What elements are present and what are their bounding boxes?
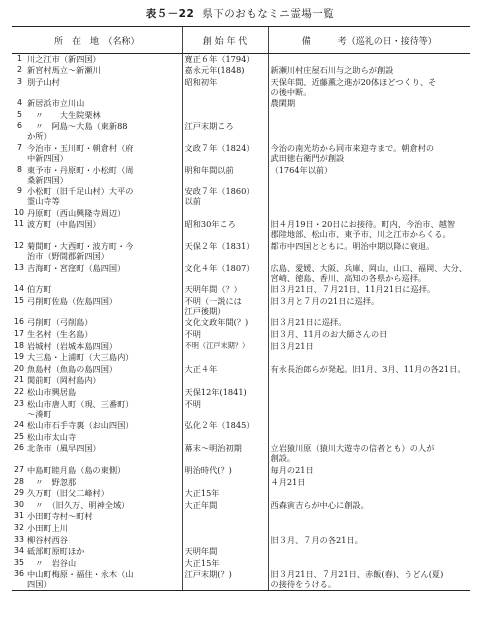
location-cell (25, 558, 182, 570)
location-cell (25, 399, 182, 421)
year-cell-line: 天明年間（？） (184, 284, 242, 295)
year-cell-line: 文政７年（1824） (184, 143, 255, 154)
table-row (12, 241, 470, 263)
table-row (12, 399, 470, 421)
table-row (12, 364, 470, 376)
year-cell (182, 488, 268, 500)
remarks-cell-line: 郡陸地部、松山市、東予市、川之江市からくる。 (270, 229, 451, 240)
row-number: 33 (14, 534, 24, 544)
year-cell (182, 420, 268, 432)
remarks-cell (268, 420, 470, 432)
location-cell-line: 桑新四国） (27, 174, 68, 185)
row-number: 28 (14, 476, 24, 486)
year-cell (182, 535, 268, 547)
location-cell (25, 98, 182, 110)
location-cell (25, 523, 182, 535)
location-cell (25, 341, 182, 353)
table-row (12, 263, 470, 285)
location-cell-line: 松山市太山寺 (27, 431, 77, 442)
location-cell (25, 54, 182, 66)
year-cell (182, 165, 268, 187)
remarks-cell (268, 399, 470, 421)
location-cell-line: 別子山村 (27, 76, 60, 87)
location-cell-line: 霊山寺等 (27, 196, 60, 207)
row-number: 35 (14, 557, 24, 567)
row-number: 2 (17, 65, 22, 75)
remarks-cell (268, 387, 470, 399)
location-cell (25, 465, 182, 477)
location-cell-line: 北条市（風早四国） (27, 443, 101, 454)
row-number: 22 (14, 386, 24, 396)
year-cell-line: 嘉永元年(1848) (184, 65, 245, 76)
location-cell (25, 165, 182, 187)
location-cell (25, 535, 182, 547)
remarks-cell-line: （1764年以前） (270, 164, 333, 175)
table-row (12, 558, 470, 570)
location-cell-line: 松山市石手寺裏（お山四国） (27, 420, 134, 431)
remarks-cell (268, 143, 470, 165)
year-cell (182, 375, 268, 387)
year-cell-line: 大正15年 (184, 488, 220, 499)
location-cell (25, 110, 182, 122)
remarks-cell (268, 488, 470, 500)
table-row (12, 443, 470, 465)
location-cell-line: 松山市興居島 (27, 386, 77, 397)
location-cell-line: 中山町梅原・福住・永木（山 (27, 569, 134, 580)
row-number: 29 (14, 488, 24, 498)
year-cell (182, 443, 268, 465)
year-cell (182, 121, 268, 143)
year-cell-line: 天明年間 (184, 546, 218, 557)
year-cell (182, 208, 268, 220)
table-row (12, 546, 470, 558)
remarks-cell (268, 263, 470, 285)
year-cell-line: 文化文政年間(？) (184, 317, 249, 328)
row-number: 10 (14, 207, 24, 217)
year-cell-line: 不明（一説には (184, 295, 242, 306)
row-number: 36 (12, 569, 25, 591)
remarks-cell (268, 432, 470, 444)
year-cell (182, 352, 268, 364)
row-number: 13 (14, 262, 24, 272)
location-cell-line: 〃 阿島～大島（東新88 (27, 121, 128, 132)
table-row (12, 500, 470, 512)
year-cell (182, 284, 268, 296)
location-cell-line: 久万町（旧父二峰村） (27, 488, 109, 499)
header-row (12, 27, 470, 54)
table-row (12, 375, 470, 387)
location-cell (25, 443, 182, 465)
remarks-cell (268, 477, 470, 489)
location-cell-line: 弓削町佐島（佐島四国） (27, 295, 118, 306)
year-cell-line: 江戸末期ころ (184, 121, 234, 132)
row-number: 6 (17, 121, 22, 131)
location-cell (25, 352, 182, 364)
remarks-cell-line: 旧３月21日 (270, 340, 314, 351)
table-title (0, 6, 480, 21)
row-number: 8 (17, 164, 22, 174)
location-cell-line: ～湊町 (27, 408, 52, 419)
year-cell (182, 477, 268, 489)
row-number: 20 (14, 363, 24, 373)
remarks-cell (268, 65, 470, 77)
remarks-cell-line: 新瀬川村庄屋石川与之助らが創設 (270, 65, 394, 76)
location-cell (25, 387, 182, 399)
table-row (12, 523, 470, 535)
location-cell-line: 菊間町・大西町・波方町・今 (27, 241, 134, 252)
row-number: 12 (14, 241, 24, 251)
location-cell-line: 弓削町（弓削島） (27, 317, 93, 328)
table-row (12, 65, 470, 77)
location-cell (25, 329, 182, 341)
location-cell (25, 263, 182, 285)
location-cell (25, 488, 182, 500)
header-location: 所 在 地 （名称） (12, 27, 182, 54)
remarks-cell (268, 443, 470, 465)
table-row (12, 569, 470, 591)
remarks-cell-line: ４月21日 (270, 476, 306, 487)
location-cell (25, 546, 182, 558)
row-number: 25 (14, 431, 24, 441)
year-cell-line: 天保12年(1841) (184, 386, 247, 397)
remarks-cell (268, 465, 470, 477)
location-cell-line: 生名村（生名島） (27, 329, 93, 339)
remarks-cell-line: 西森寅吉らが中心に創設。 (270, 499, 369, 510)
remarks-cell (268, 219, 470, 241)
remarks-cell (268, 165, 470, 187)
table-row (12, 341, 470, 353)
location-cell (25, 432, 182, 444)
row-number: 18 (14, 340, 24, 350)
year-cell (182, 143, 268, 165)
remarks-cell-line: 毎月の21日 (270, 464, 314, 475)
location-cell-line: 新宮村馬立～新瀬川 (27, 65, 101, 76)
location-cell (25, 364, 182, 376)
row-number: 1 (17, 54, 22, 63)
remarks-cell (268, 241, 470, 263)
year-cell (182, 523, 268, 535)
remarks-cell-line: 旧３月、11月のお大師さんの日 (270, 329, 388, 339)
table-row (12, 387, 470, 399)
row-number: 16 (14, 317, 24, 327)
remarks-cell-line: 都市中四国とともに。明治中期以降に衰退。 (270, 241, 435, 252)
table-row (12, 143, 470, 165)
location-cell-line: 中島町睦月島（島の東側） (27, 464, 126, 475)
year-cell (182, 558, 268, 570)
table-row (12, 432, 470, 444)
row-number: 5 (17, 109, 22, 119)
year-cell (182, 511, 268, 523)
row-number: 21 (14, 375, 24, 385)
location-cell-line: 中新四国） (27, 153, 68, 164)
year-cell (182, 500, 268, 512)
location-cell-line: 川之江市（新四国） (27, 54, 101, 64)
year-cell-line: 江戸末期(？) (184, 569, 232, 580)
table-row (12, 477, 470, 489)
row-number: 7 (17, 143, 22, 153)
table-row (12, 284, 470, 296)
year-cell-line: 昭和初年 (184, 76, 218, 87)
year-cell (182, 387, 268, 399)
location-cell (25, 65, 182, 77)
row-number: 17 (14, 329, 24, 338)
year-cell (182, 569, 268, 591)
remarks-cell-line: 旧３月、７月の各21日。 (270, 534, 363, 545)
table-row (12, 511, 470, 523)
year-cell (182, 364, 268, 376)
row-number: 23 (14, 398, 24, 408)
remarks-cell-line: 有永長治郎らが発起。旧1月、3月、11月の各21日。 (270, 363, 466, 374)
year-cell-line: 大正15年 (184, 557, 220, 568)
location-cell (25, 317, 182, 329)
row-number: 31 (14, 511, 24, 521)
year-cell-line: 以前 (184, 196, 201, 207)
row-number: 11 (14, 219, 24, 229)
year-cell (182, 465, 268, 477)
year-cell-line: 幕末～明治初期 (184, 443, 242, 454)
year-cell (182, 241, 268, 263)
location-cell (25, 219, 182, 241)
remarks-cell-line: 旧３月と７月の21日に巡拝。 (270, 295, 380, 306)
remarks-cell-line: 武田徳右衛門が創設 (270, 153, 345, 164)
row-number: 15 (14, 295, 24, 305)
table-row (12, 317, 470, 329)
remarks-cell-line: 旧４月19日・20日にお接待。町内、今治市、越智 (270, 219, 456, 230)
remarks-cell-line: 旧３月21日、７月21日、11月21日に巡拝。 (270, 284, 436, 295)
table-row (12, 465, 470, 477)
location-cell-line: 波方町（中島四国） (27, 219, 101, 230)
location-cell (25, 375, 182, 387)
remarks-cell (268, 352, 470, 364)
remarks-cell (268, 186, 470, 208)
location-cell-line: 丹原町（西山興隆寺周辺） (27, 207, 126, 218)
location-cell-line: 治市（野間郡新四国） (27, 251, 109, 262)
table-row (12, 208, 470, 220)
shrine-table (12, 26, 470, 591)
row-number: 24 (14, 420, 24, 430)
remarks-cell-line: 今治の南光坊から同市来迎寺まで。朝倉村の (270, 143, 435, 154)
table-row (12, 54, 470, 66)
remarks-cell (268, 98, 470, 110)
year-cell (182, 110, 268, 122)
remarks-cell-line: 宮崎、徳島、香川、高知の各県から巡拝。 (270, 272, 427, 283)
year-cell-line: 大正年間 (184, 499, 218, 510)
location-cell (25, 208, 182, 220)
year-cell (182, 317, 268, 329)
location-cell-line: 大三島・上浦町（大三島内） (27, 352, 134, 363)
location-cell (25, 121, 182, 143)
table-row (12, 186, 470, 208)
location-cell-line: 砥部町原町ほか (27, 546, 85, 557)
remarks-cell (268, 375, 470, 387)
row-number: 34 (14, 546, 24, 556)
year-cell-line: 江戸後期） (184, 305, 226, 316)
year-cell-line: 弘化２年（1845） (184, 420, 255, 431)
year-cell (182, 263, 268, 285)
remarks-cell (268, 546, 470, 558)
year-cell-line: 文化４年（1807） (184, 262, 255, 273)
remarks-cell-line: 広島、愛媛、大阪、兵庫、岡山、山口、福岡、大分、 (270, 262, 468, 273)
row-number: 19 (14, 352, 24, 362)
row-number: 27 (14, 464, 24, 474)
location-cell-line: 新居浜市立川山 (27, 98, 85, 109)
remarks-cell (268, 535, 470, 547)
remarks-cell (268, 284, 470, 296)
remarks-cell (268, 511, 470, 523)
remarks-cell-line: 立岩猿川原（猿川大遊寺の信者とも）の人が (270, 443, 435, 454)
year-cell (182, 546, 268, 558)
location-cell (25, 143, 182, 165)
year-cell-line: 不明 (184, 329, 201, 339)
year-cell-line: 大正４年 (184, 363, 218, 374)
year-cell-line: 不明（江戸末期？） (184, 340, 250, 350)
location-cell-line: 小田町寺村～町村 (27, 511, 93, 522)
row-number: 3 (17, 76, 22, 86)
year-cell-line: 明和年間以前 (184, 164, 234, 175)
table-row (12, 535, 470, 547)
remarks-cell-line: 旧３月21日に巡拝。 (270, 317, 347, 328)
location-cell-line: 四国） (27, 579, 52, 590)
table-row (12, 110, 470, 122)
location-cell (25, 296, 182, 318)
remarks-cell-line: の接待をうける。 (270, 579, 337, 590)
row-number: 9 (17, 186, 22, 196)
remarks-cell-line: 創設。 (270, 453, 296, 464)
remarks-cell (268, 208, 470, 220)
remarks-cell (268, 77, 470, 99)
table-row (12, 488, 470, 500)
remarks-cell (268, 523, 470, 535)
remarks-cell (268, 569, 470, 591)
year-cell (182, 399, 268, 421)
location-cell (25, 569, 182, 591)
header-year: 創 始 年 代 (182, 27, 268, 54)
remarks-cell (268, 54, 470, 66)
table-row (12, 352, 470, 364)
row-number: 4 (17, 98, 22, 108)
location-cell-line: 〃 大生院栗林 (27, 109, 101, 120)
location-cell (25, 477, 182, 489)
remarks-cell (268, 110, 470, 122)
table-row (12, 77, 470, 99)
remarks-cell (268, 317, 470, 329)
year-cell (182, 296, 268, 318)
table-number: 表５－22 (145, 8, 195, 20)
location-cell-line: 〃 野忽那 (27, 476, 77, 487)
remarks-cell-line: 農閑期 (270, 98, 296, 109)
year-cell-line: 天保２年（1831） (184, 241, 255, 252)
year-cell (182, 341, 268, 353)
location-cell-line: 柳谷村西谷 (27, 534, 68, 545)
location-cell-line: 東予市・丹原町・小松町（周 (27, 164, 134, 175)
row-number: 14 (14, 284, 24, 294)
row-number: 32 (14, 522, 24, 532)
location-cell (25, 500, 182, 512)
year-cell (182, 432, 268, 444)
location-cell (25, 511, 182, 523)
location-cell-line: 吉海町・宮窪町（島四国） (27, 262, 126, 273)
remarks-cell (268, 341, 470, 353)
remarks-cell (268, 558, 470, 570)
table-row (12, 420, 470, 432)
table-row (12, 98, 470, 110)
remarks-cell-line: の後中断。 (270, 86, 312, 97)
table-body (12, 54, 470, 591)
location-cell-line: か所） (27, 131, 52, 142)
location-cell (25, 284, 182, 296)
remarks-cell (268, 121, 470, 143)
row-number: 26 (14, 443, 24, 453)
table-caption: 県下のおもなミニ霊場一覧 (202, 8, 335, 20)
header-remarks: 備 考（巡礼の日・接待等） (268, 27, 470, 54)
location-cell-line: 松山市唐人町（現、三番町） (27, 398, 134, 409)
year-cell (182, 186, 268, 208)
remarks-cell-line: 天保年間、近藤薫之進が20体ほどつくり、そ (270, 76, 437, 87)
location-cell-line: 岩城村（岩城本島四国） (27, 340, 118, 351)
location-cell-line: 魚島村（魚島の島四国） (27, 363, 118, 374)
row-number: 30 (14, 499, 24, 509)
year-cell (182, 219, 268, 241)
table-row (12, 219, 470, 241)
location-cell (25, 420, 182, 432)
location-cell-line: 〃 （旧久万、明神全域） (27, 499, 130, 510)
table-row (12, 165, 470, 187)
year-cell (182, 54, 268, 66)
table-row (12, 296, 470, 318)
table-row (12, 329, 470, 341)
location-cell-line: 伯方町 (27, 284, 52, 295)
year-cell (182, 65, 268, 77)
location-cell-line: 今治市・玉川町・朝倉村（府 (27, 143, 134, 154)
year-cell (182, 329, 268, 341)
year-cell-line: 不明 (184, 398, 201, 409)
remarks-cell-line: 旧３月21日、７月21日、赤飯(春)、うどん(夏) (270, 569, 444, 580)
location-cell-line: 〃 岩谷山 (27, 557, 77, 568)
remarks-cell (268, 329, 470, 341)
year-cell-line: 明治時代(？) (184, 464, 232, 475)
remarks-cell (268, 500, 470, 512)
year-cell-line: 安政７年（1860） (184, 186, 255, 197)
location-cell (25, 77, 182, 99)
location-cell-line: 関前町（岡村島内） (27, 375, 101, 386)
location-cell-line: 小松町（旧千足山村）大平の (27, 186, 134, 197)
year-cell (182, 98, 268, 110)
year-cell-line: 昭和30年ころ (184, 219, 236, 230)
remarks-cell (268, 364, 470, 376)
table-row (12, 121, 470, 143)
remarks-cell (268, 296, 470, 318)
location-cell-line: 小田町上川 (27, 522, 68, 533)
location-cell (25, 241, 182, 263)
year-cell-line: 寛正６年（1794） (184, 54, 255, 64)
year-cell (182, 77, 268, 99)
location-cell (25, 186, 182, 208)
